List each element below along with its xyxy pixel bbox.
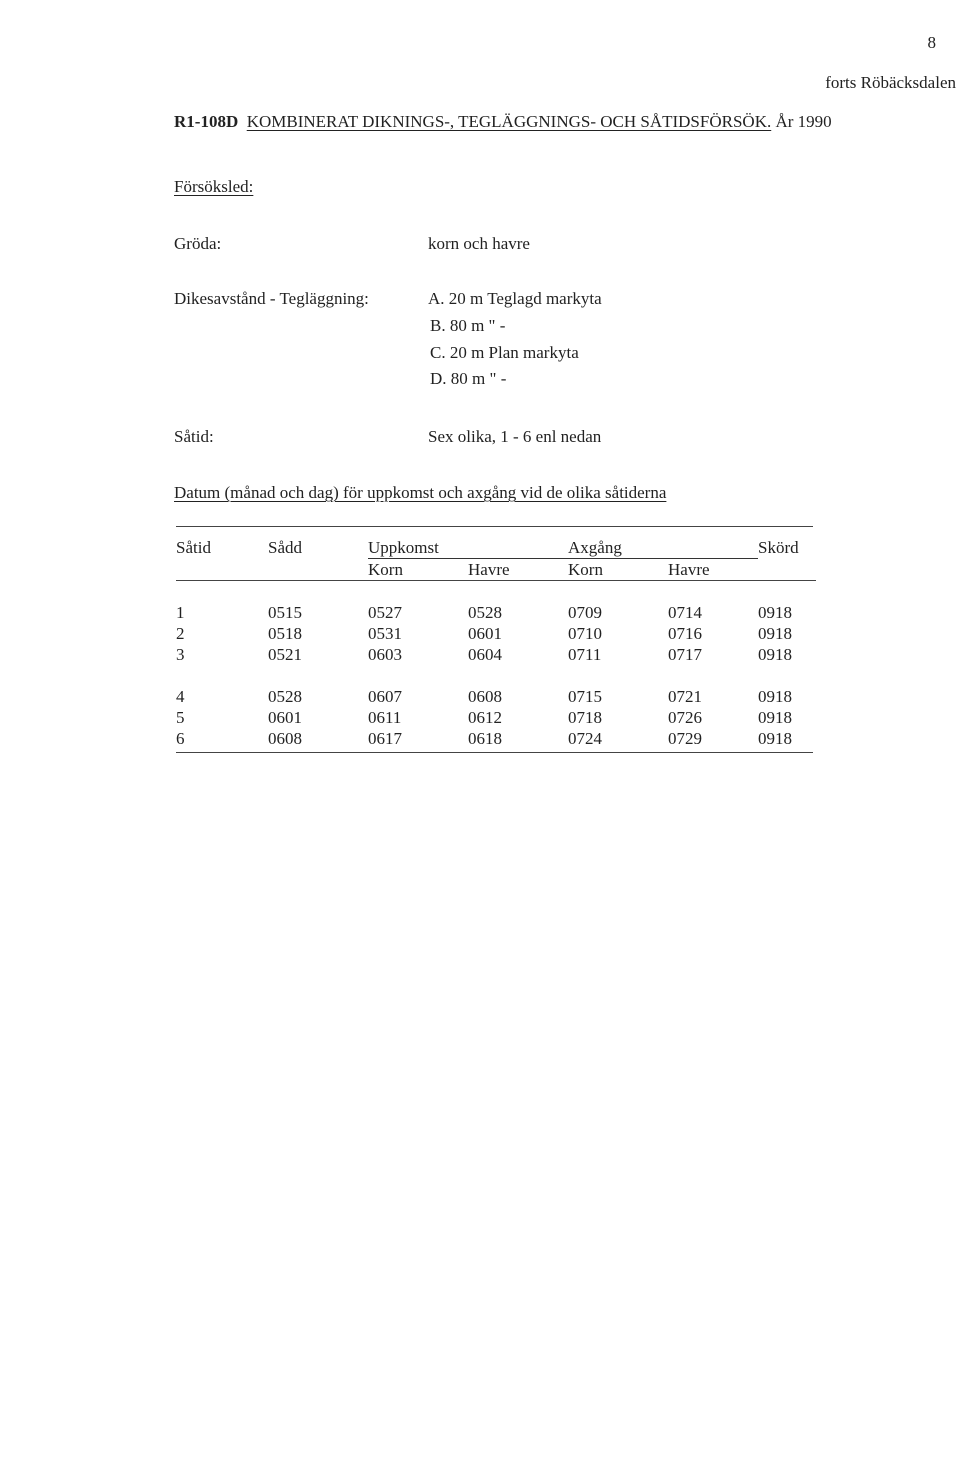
- table-cell: 0710: [568, 623, 602, 643]
- table-cell: 0918: [758, 644, 792, 664]
- table-cell: 0721: [668, 686, 702, 706]
- table-subheader-row: [176, 559, 816, 581]
- table-cell: 0527: [368, 602, 402, 622]
- table-cell: 6: [176, 728, 185, 748]
- subheader-havre: Havre: [668, 559, 710, 579]
- table-row: [176, 686, 816, 707]
- table-cell: 0918: [758, 707, 792, 727]
- header-axgang: Axgång: [568, 537, 668, 559]
- document-heading: [174, 113, 832, 130]
- table-row: [176, 623, 816, 644]
- dikesavstand-label: Dikesavstånd - Tegläggning:: [174, 289, 369, 308]
- table-cell: 0709: [568, 602, 602, 622]
- table-cell: 0918: [758, 623, 792, 643]
- table-cell: 0612: [468, 707, 502, 727]
- groda-label: Gröda:: [174, 234, 222, 253]
- table-cell: 0608: [468, 686, 502, 706]
- table-cell: 0715: [568, 686, 602, 706]
- dikesavstand-item: D. 80 m " -: [430, 369, 507, 388]
- table-cell: 0515: [268, 602, 302, 622]
- dikesavstand-item: B. 80 m " -: [430, 316, 506, 335]
- table-caption: Datum (månad och dag) för uppkomst och axgång vid de olika såtiderna: [174, 483, 667, 502]
- experiment-title: KOMBINERAT DIKNINGS-, TEGLÄGGNINGS- OCH SÅTIDSFÖRSÖK.: [246, 112, 772, 131]
- header-sadd: Sådd: [268, 537, 302, 557]
- table-cell: 0607: [368, 686, 402, 706]
- table-top-rule: [176, 526, 813, 527]
- header-uppkomst-line: [468, 537, 568, 559]
- satid-value: Sex olika, 1 - 6 enl nedan: [428, 427, 602, 446]
- table-cell: 0714: [668, 602, 702, 622]
- table-cell: 0724: [568, 728, 602, 748]
- dates-table: [176, 537, 816, 749]
- table-cell: 0601: [268, 707, 302, 727]
- table-cell: 0603: [368, 644, 402, 664]
- table-cell: 4: [176, 686, 185, 706]
- groda-value: korn och havre: [428, 234, 530, 253]
- header-skord: Skörd: [758, 537, 799, 557]
- table-cell: 0604: [468, 644, 502, 664]
- header-uppkomst: Uppkomst: [368, 537, 468, 559]
- page-number: 8: [927, 33, 936, 52]
- table-cell: 0918: [758, 728, 792, 748]
- table-row: [176, 602, 816, 623]
- table-cell: 0711: [568, 644, 602, 664]
- table-cell: 0601: [468, 623, 502, 643]
- page-subtitle: forts Röbäcksdalen: [825, 73, 956, 92]
- dikesavstand-item: C. 20 m Plan markyta: [430, 343, 579, 362]
- table-row: [176, 728, 816, 749]
- subheader-korn: Korn: [368, 559, 403, 579]
- forsoksled-label: Försöksled:: [174, 177, 254, 196]
- table-cell: 0521: [268, 644, 302, 664]
- table-cell: 0531: [368, 623, 402, 643]
- satid-label: Såtid:: [174, 427, 214, 446]
- subheader-korn: Korn: [568, 559, 603, 579]
- table-cell: 5: [176, 707, 185, 727]
- table-cell: 2: [176, 623, 185, 643]
- table-row: [176, 707, 816, 728]
- subheader-havre: Havre: [468, 559, 510, 579]
- header-satid: Såtid: [176, 537, 211, 557]
- table-cell: 0608: [268, 728, 302, 748]
- table-bottom-rule: [176, 752, 813, 753]
- table-cell: 0718: [568, 707, 602, 727]
- table-cell: 3: [176, 644, 185, 664]
- table-cell: 1: [176, 602, 185, 622]
- table-cell: 0729: [668, 728, 702, 748]
- experiment-year: År 1990: [775, 112, 832, 131]
- table-cell: 0716: [668, 623, 702, 643]
- table-cell: 0918: [758, 602, 792, 622]
- table-row: [176, 644, 816, 665]
- table-header-row: [176, 537, 816, 559]
- table-cell: 0528: [468, 602, 502, 622]
- table-cell: 0717: [668, 644, 702, 664]
- table-cell: 0617: [368, 728, 402, 748]
- table-cell: 0518: [268, 623, 302, 643]
- table-cell: 0918: [758, 686, 792, 706]
- table-cell: 0618: [468, 728, 502, 748]
- table-cell: 0726: [668, 707, 702, 727]
- table-cell: 0611: [368, 707, 402, 727]
- header-axgang-line: [668, 537, 758, 559]
- table-cell: 0528: [268, 686, 302, 706]
- dikesavstand-item: A. 20 m Teglagd markyta: [428, 289, 602, 308]
- experiment-code: R1-108D: [174, 112, 239, 131]
